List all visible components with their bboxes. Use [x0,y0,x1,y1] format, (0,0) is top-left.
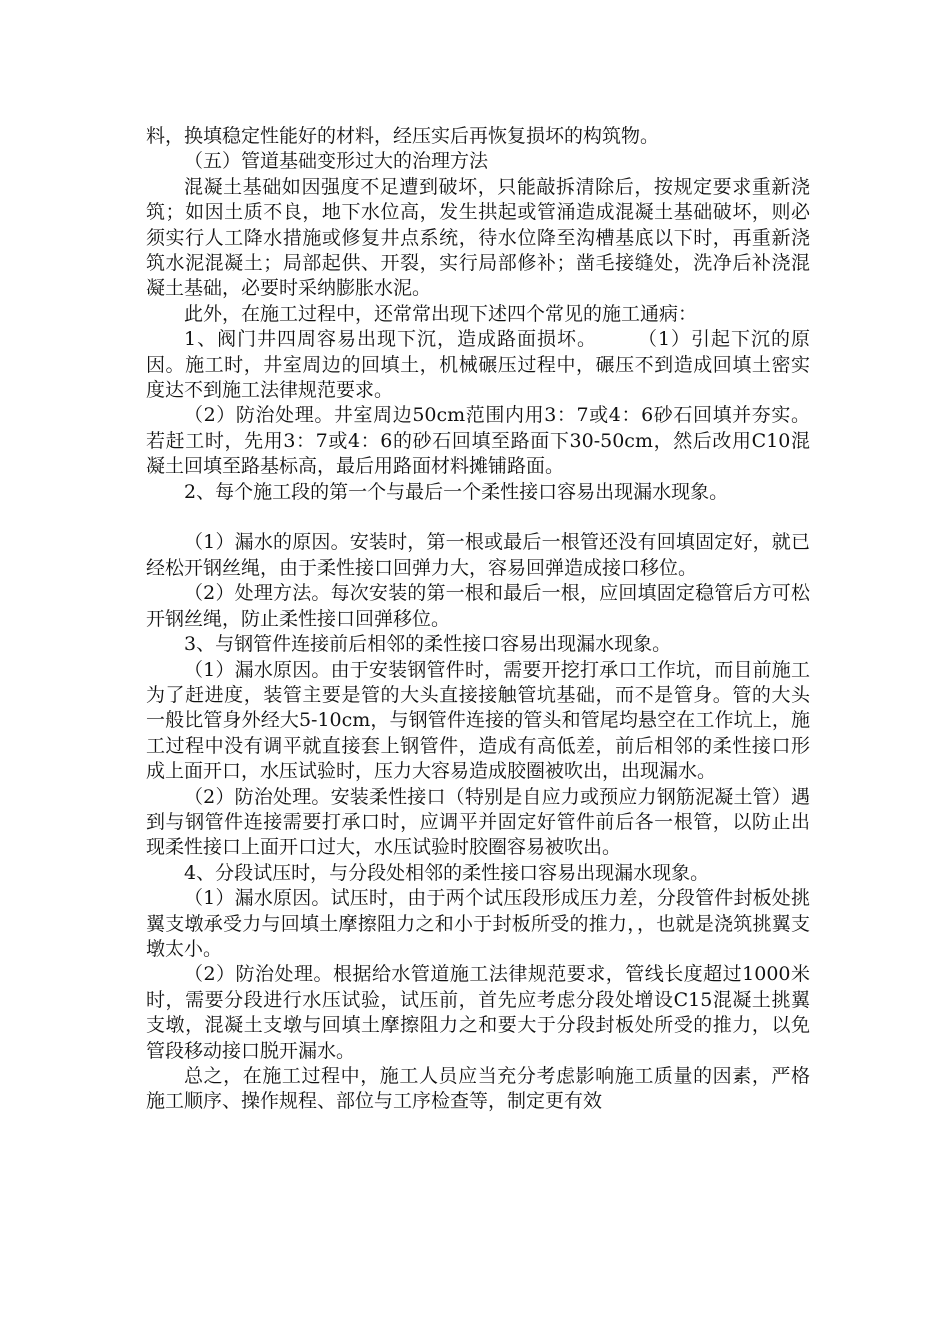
item-4-treatment: （2）防治处理。根据给水管道施工法律规范要求，管线长度超过1000米时，需要分段进行水压试验，试压前，首先应考虑分段处增设C15混凝土挑翼支墩，混凝土支墩与回填土摩擦阻力之和要大于分段封板处所受的推力，以免管段移动接口脱开漏水。 [146,963,810,1062]
item-2-treatment: （2）处理方法。每次安装的第一根和最后一根，应回填固定稳管后方可松开钢丝绳，防止柔性接口回弹移位。 [146,582,810,630]
blank-line [146,505,810,530]
item-4-cause: （1）漏水原因。试压时，由于两个试压段形成压力差，分段管件封板处挑翼支墩承受力与回填土摩擦阻力之和小于封板所受的推力，，也就是浇筑挑翼支墩太小。 [146,887,810,960]
paragraph-1: 料，换填稳定性能好的材料，经压实后再恢复损坏的构筑物。 [146,125,660,147]
section-heading-5: （五）管道基础变形过大的治理方法 [184,150,489,173]
document-body [146,124,810,1115]
paragraph-3: 混凝土基础如因强度不足遭到破坏，只能敲拆清除后，按规定要求重新浇筑；如因土质不良，地下水位高，发生拱起或管涌造成混凝土基础破坏，则必须实行人工降水措施或修复井点系统，待水位降至沟槽基底以下时，再重新浇筑水泥混凝土；局部起供、开裂，实行局部修补；凿毛接缝处，洗净后补浇混凝土基础，必要时采纳膨胀水泥。 [146,175,810,300]
conclusion-paragraph: 总之，在施工过程中，施工人员应当充分考虑影响施工质量的因素，严格施工顺序、操作规程、部位与工序检查等，制定更有效 [146,1065,810,1113]
item-3-treatment: （2）防治处理。安装柔性接口（特别是自应力或预应力钢筋泥凝土管）遇到与钢管件连接需要打承口时，应调平并固定好管件前后各一根管，以防止出现柔性接口上面开口过大，水压试验时胶圈容易被吹出。 [146,785,810,859]
item-3-heading: 3、与钢管件连接前后相邻的柔性接口容易出现漏水现象。 [184,633,672,656]
paragraph-4: 此外，在施工过程中，还常常出现下述四个常见的施工通病： [184,302,698,325]
item-3-cause: （1）漏水原因。由于安装钢管件时，需要开挖打承口工作坑，而目前施工为了赶进度，装管主要是管的大头直接接触管坑基础，而不是管身。管的大头一般比管身外经大5-10cm，与钢管件连接的管头和管尾均悬空在工作坑上，施工过程中没有调平就直接套上钢管件，造成有高低差，前后相邻的柔性接口形成上面开口，水压试验时，压力大容易造成胶圈被吹出，出现漏水。 [146,658,810,783]
item-1-heading: 1、阀门井四周容易出现下沉，造成路面损坏。 （1）引起下沉的原因。施工时，井室周边的回填土，机械碾压过程中，碾压不到造成回填土密实度达不到施工法律规范要求。 [146,328,810,402]
item-1-treatment: （2）防治处理。井室周边50cm范围内用3：7或4：6砂石回填并夯实。若赶工时，先用3：7或4：6的砂石回填至路面下30-50cm，然后改用C10混凝土回填至路基标高，最后用路面材料摊铺路面。 [146,404,810,478]
item-4-heading: 4、分段试压时，与分段处相邻的柔性接口容易出现漏水现象。 [184,861,710,884]
item-2-cause: （1）漏水的原因。安装时，第一根或最后一根管还没有回填固定好，就已经松开钢丝绳，由于柔性接口回弹力大，容易回弹造成接口移位。 [146,531,810,579]
item-2-heading: 2、每个施工段的第一个与最后一个柔性接口容易出现漏水现象。 [184,480,729,503]
